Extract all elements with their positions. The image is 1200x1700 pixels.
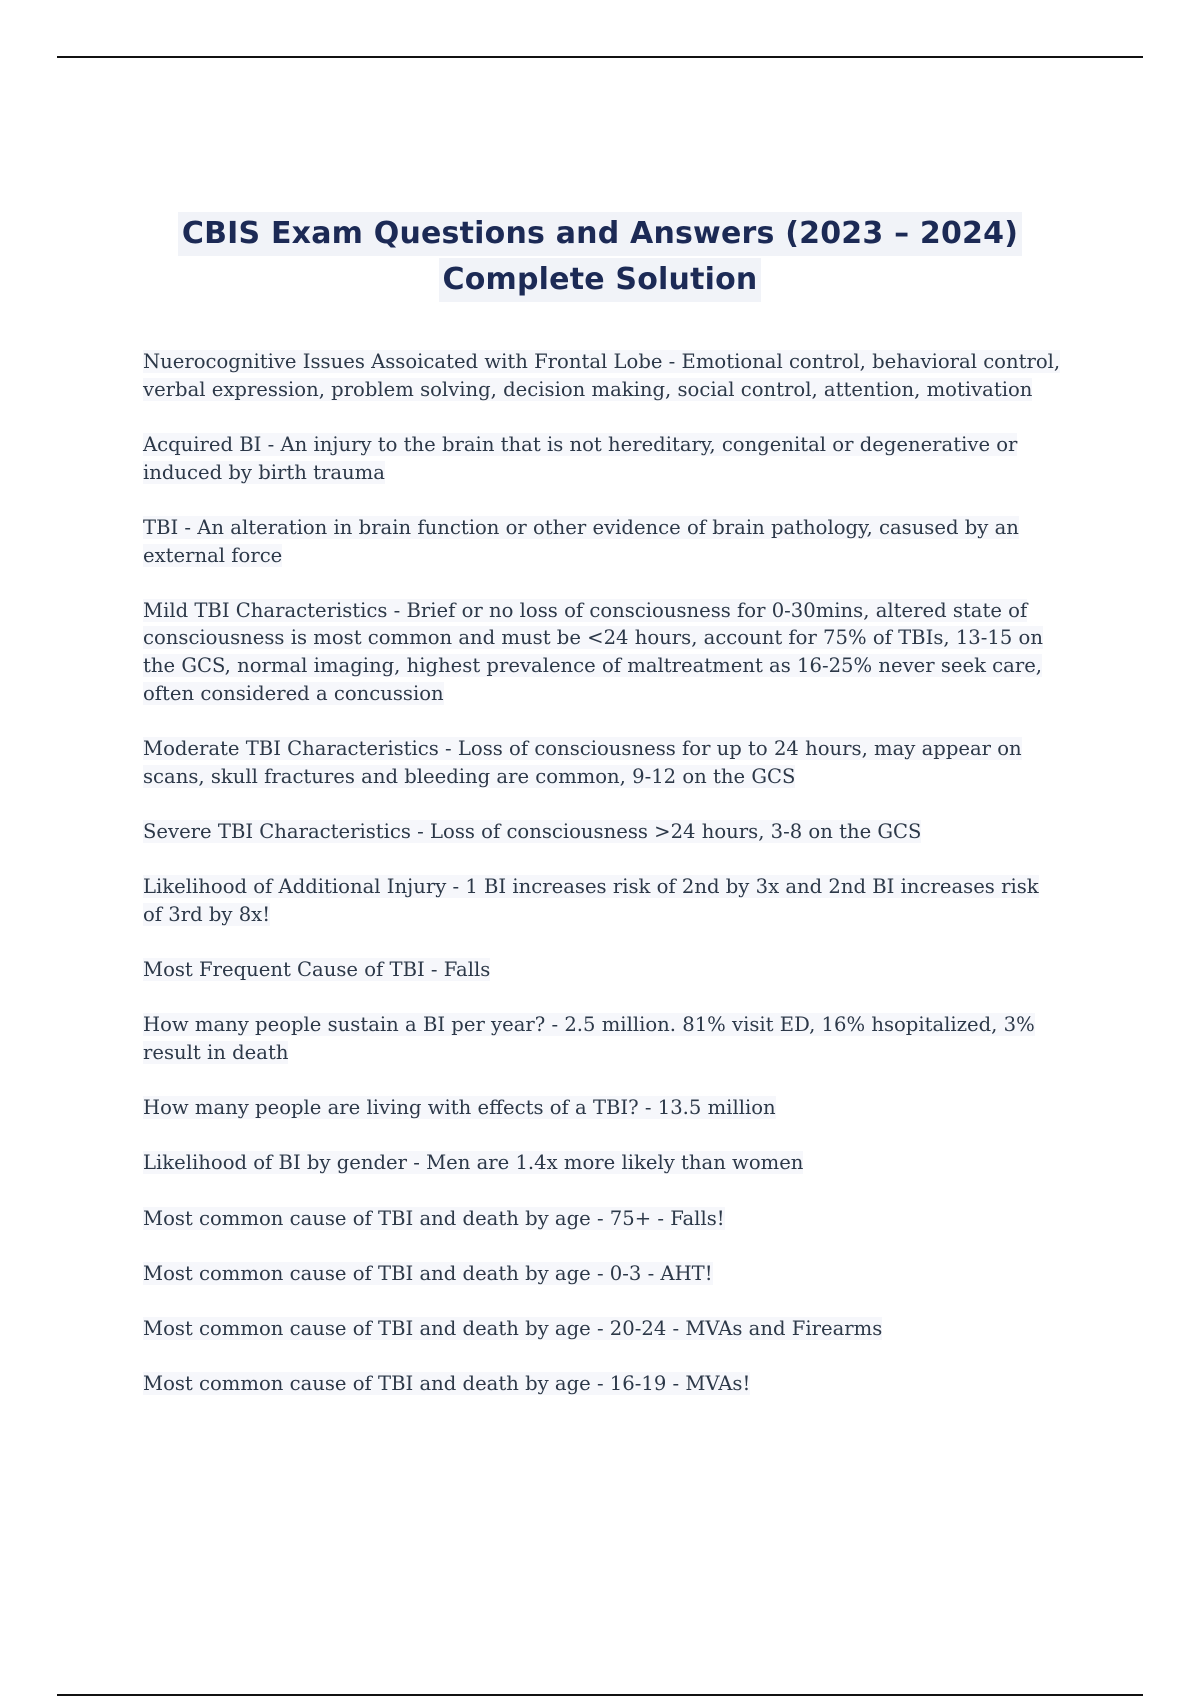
title-line-1: CBIS Exam Questions and Answers (2023 – 2024) <box>178 212 1022 256</box>
qa-text: TBI - An alteration in brain function or other evidence of brain pathology, casused by an external force <box>143 515 1019 567</box>
qa-item <box>143 818 1063 846</box>
qa-item <box>143 597 1063 708</box>
document-title <box>0 212 1200 302</box>
qa-item <box>143 735 1063 790</box>
qa-text: Most common cause of TBI and death by age - 75+ - Falls! <box>143 1206 725 1230</box>
qa-text: Most Frequent Cause of TBI - Falls <box>143 958 491 982</box>
qa-text: Mild TBI Characteristics - Brief or no loss of consciousness for 0-30mins, altered state of consciousness is most common and must be <24 hours, account for 75% of TBIs, 13-15 on the GCS, normal imaging, highest prevalence of maltreatment as 16-25% never seek care, often considered a concussion <box>143 598 1043 705</box>
top-rule <box>57 56 1143 58</box>
qa-text: Most common cause of TBI and death by age - 16-19 - MVAs! <box>143 1372 751 1396</box>
qa-item <box>143 431 1063 486</box>
qa-item <box>143 1094 1063 1122</box>
qa-item <box>143 1205 1063 1233</box>
qa-text: Acquired BI - An injury to the brain that is not hereditary, congenital or degenerative or induced by birth trauma <box>143 432 1018 484</box>
qa-text: How many people sustain a BI per year? - 2.5 million. 81% visit ED, 16% hsopitalized, 3% result in death <box>143 1013 1035 1064</box>
qa-text: Severe TBI Characteristics - Loss of consciousness >24 hours, 3-8 on the GCS <box>143 819 922 843</box>
qa-item <box>143 348 1063 403</box>
qa-list <box>143 348 1063 1425</box>
qa-text: How many people are living with effects of a TBI? - 13.5 million <box>143 1096 776 1120</box>
qa-text: Moderate TBI Characteristics - Loss of consciousness for up to 24 hours, may appear on scans, skull fractures and bleeding are common, 9-12 on the GCS <box>143 737 1022 788</box>
qa-text: Most common cause of TBI and death by age - 20-24 - MVAs and Firearms <box>143 1316 883 1340</box>
qa-text: Likelihood of BI by gender - Men are 1.4x more likely than women <box>143 1151 804 1175</box>
qa-text: Likelihood of Additional Injury - 1 BI increases risk of 2nd by 3x and 2nd BI increases risk of 3rd by 8x! <box>143 875 1039 926</box>
qa-item <box>143 1315 1063 1343</box>
qa-item <box>143 1370 1063 1398</box>
qa-text: Nuerocognitive Issues Assoicated with Frontal Lobe - Emotional control, behavioral control, verbal expression, problem solving, decision making, social control, attention, motivation <box>143 350 1061 401</box>
qa-item <box>143 1011 1063 1066</box>
title-line-2: Complete Solution <box>439 258 762 302</box>
qa-item <box>143 956 1063 984</box>
qa-item <box>143 1260 1063 1288</box>
qa-item <box>143 873 1063 928</box>
qa-item <box>143 514 1063 569</box>
qa-item <box>143 1149 1063 1177</box>
qa-text: Most common cause of TBI and death by age - 0-3 - AHT! <box>143 1261 713 1285</box>
bottom-rule <box>57 1694 1143 1696</box>
